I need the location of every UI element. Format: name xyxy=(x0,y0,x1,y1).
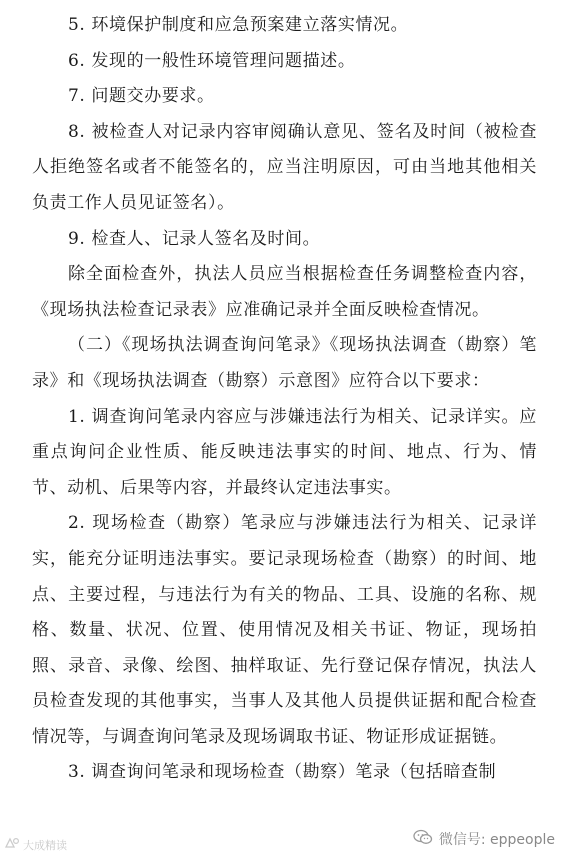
watermark-right xyxy=(413,829,555,849)
paragraph-requirement-1: 1. 调查询问笔录内容应与涉嫌违法行为相关、记录详实。应重点询问企业性质、能反映违法事实的时间、地点、行为、情节、动机、后果等内容，并最终认定违法事实。 xyxy=(32,406,537,498)
paragraph-section-2-heading: （二）《现场执法调查询问笔录》《现场执法调查（勘察）笔录》和《现场执法调查（勘察）示意图》应符合以下要求： xyxy=(32,335,537,391)
paragraph-item-6: 6. 发现的一般性环境管理问题描述。 xyxy=(68,50,356,71)
watermark-left-text: 大成精读 xyxy=(23,838,67,852)
watermark-right-text: 微信号: eppeople xyxy=(438,832,555,848)
document-body xyxy=(32,8,537,791)
wechat-icon xyxy=(413,829,433,849)
paragraph-general-note: 除全面检查外，执法人员应当根据检查任务调整检查内容，《现场执法检查记录表》应准确记录并全面反映检查情况。 xyxy=(32,264,537,320)
paragraph-item-5: 5. 环境保护制度和应急预案建立落实情况。 xyxy=(68,15,409,35)
paragraph-requirement-2: 2. 现场检查（勘察）笔录应与涉嫌违法行为相关、记录详实，能充分证明违法事实。要记录现场检查（勘察）的时间、地点、主要过程，与违法行为有关的物品、工具、设施的名称、规格、数量、状况、位置、使用情况及相关书证、物证，现场拍照、录音、录像、绘图、抽样取证、先行登记保存情况，执法人员检查发现的其他事实，当事人及其他人员提供证据和配合检查情况等，与调查询问笔录及现场调取书证、物证形成证据链。 xyxy=(32,513,537,747)
paragraph-item-9: 9. 检查人、记录人签名及时间。 xyxy=(68,228,321,249)
paragraph-requirement-3: 3. 调查询问笔录和现场检查（勘察）笔录（包括暗查制 xyxy=(68,762,497,783)
watermark-left xyxy=(4,836,67,853)
paragraph-item-8: 8. 被检查人对记录内容审阅确认意见、签名及时间（被检查人拒绝签名或者不能签名的，应当注明原因，可由当地其他相关负责工作人员见证签名）。 xyxy=(32,121,537,213)
paragraph-item-7: 7. 问题交办要求。 xyxy=(68,86,215,107)
logo-icon xyxy=(4,836,20,853)
